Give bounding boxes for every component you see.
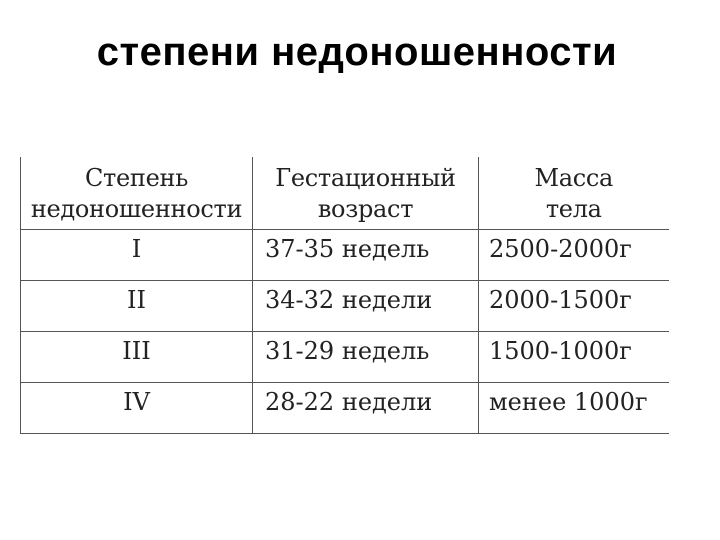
cell-gestational-age: 37-35 недель — [253, 229, 479, 280]
cell-gestational-age: 31-29 недель — [253, 331, 479, 382]
page-title: степени недоношенности — [96, 30, 618, 74]
column-header-degree — [21, 157, 253, 229]
cell-degree: II — [21, 280, 253, 331]
cell-body-mass: менее 1000г — [479, 382, 669, 433]
column-header-line: тела — [545, 195, 602, 223]
column-header-line: Степень — [84, 164, 188, 192]
cell-degree: III — [21, 331, 253, 382]
prematurity-table — [20, 157, 668, 434]
table-row — [21, 331, 669, 382]
column-header-line: возраст — [317, 195, 414, 223]
cell-body-mass: 2500-2000г — [479, 229, 669, 280]
column-header-line: Масса — [534, 164, 614, 192]
cell-degree: I — [21, 229, 253, 280]
column-header-age — [253, 157, 479, 229]
cell-gestational-age: 34-32 недели — [253, 280, 479, 331]
table-row — [21, 280, 669, 331]
column-header-line: Гестационный — [275, 164, 456, 192]
data-table — [20, 157, 669, 434]
cell-degree: IV — [21, 382, 253, 433]
table-row — [21, 382, 669, 433]
cell-body-mass: 1500-1000г — [479, 331, 669, 382]
table-header-row — [21, 157, 669, 229]
column-header-mass — [479, 157, 669, 229]
cell-body-mass: 2000-1500г — [479, 280, 669, 331]
table-row — [21, 229, 669, 280]
cell-gestational-age: 28-22 недели — [253, 382, 479, 433]
column-header-line: недоношенности — [30, 195, 243, 223]
